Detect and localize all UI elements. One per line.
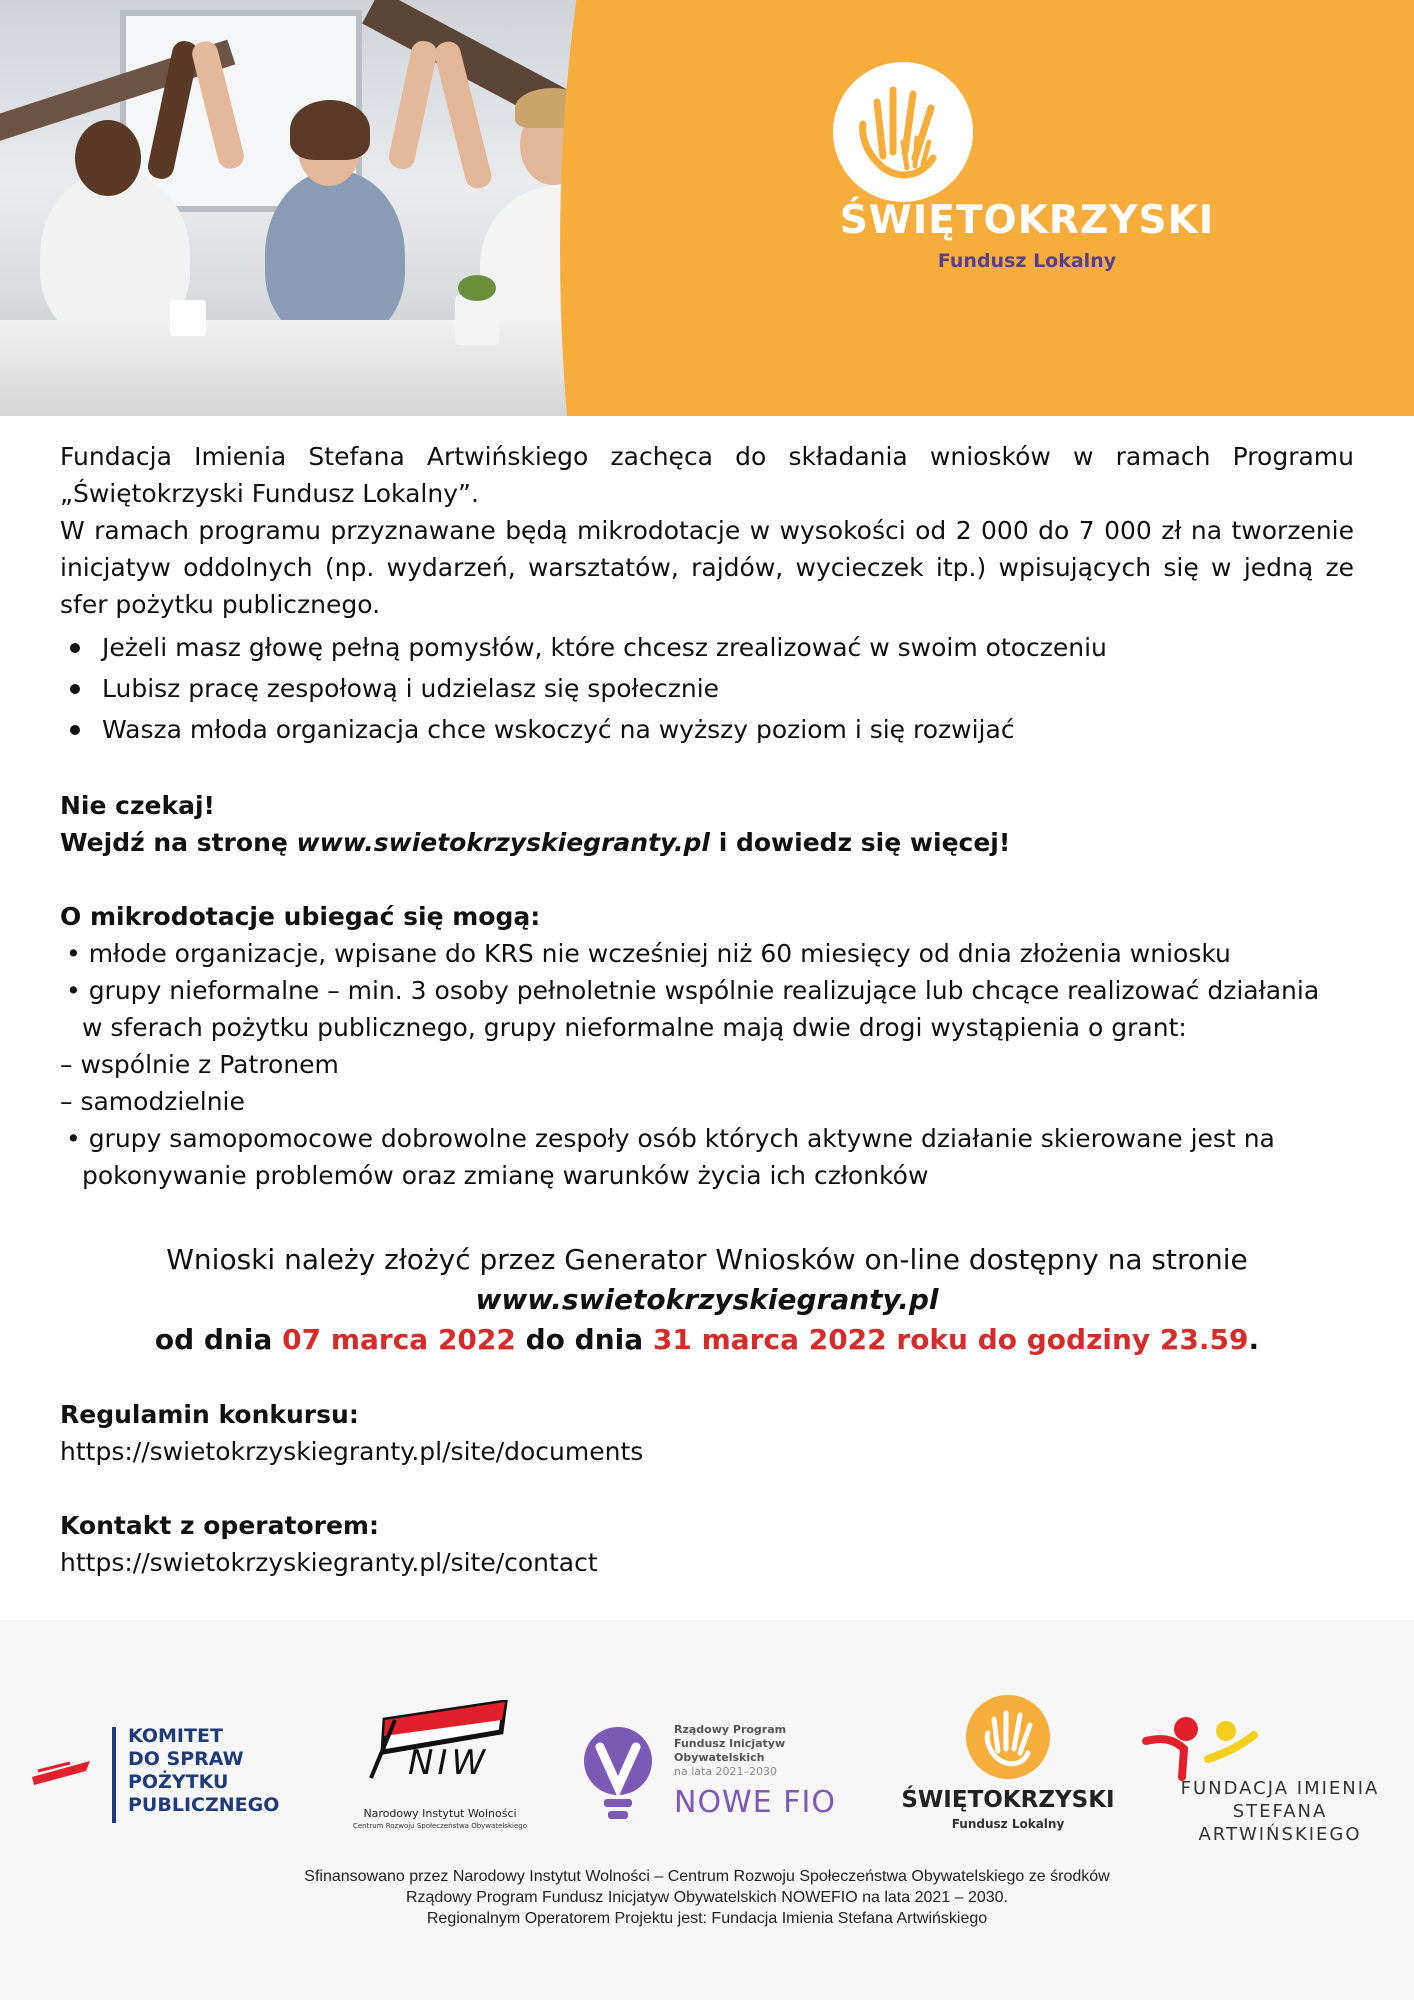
rules-heading: Regulamin konkursu: — [60, 1400, 359, 1429]
funding-line: Rządowy Program Fundusz Inicjatyw Obywatelskich NOWEFIO na lata 2021 – 2030. — [405, 1889, 1009, 1906]
fio-program — [674, 1723, 786, 1779]
list-item: Lubisz pracę zespołową i udzielasz się społecznie — [102, 668, 1354, 709]
cta-line-1: Nie czekaj! — [60, 791, 215, 820]
niw-subname: Centrum Rozwoju Społeczeństwa Obywatelskiego — [352, 1822, 527, 1830]
deadline-text: od dnia — [154, 1323, 283, 1356]
flag-icon — [30, 1757, 92, 1791]
kpp-line: DO SPRAW — [128, 1748, 244, 1770]
cta-text: Wejdź na stronę — [60, 828, 297, 857]
list-item: Jeżeli masz głowę pełną pomysłów, które chcesz zrealizować w swoim otoczeniu — [102, 627, 1354, 668]
deadline-start-date: 07 marca 2022 — [282, 1323, 516, 1356]
deadline-text: do dnia — [515, 1323, 653, 1356]
sfl-subtitle: Fundusz Lokalny — [951, 1817, 1065, 1831]
cta-line-2 — [60, 824, 1354, 861]
hero-banner — [0, 0, 1414, 416]
deadline-line-1: Wnioski należy złożyć przez Generator Wniosków on-line dostępny na stronie — [166, 1243, 1248, 1276]
fio-line: Obywatelskich — [674, 1751, 765, 1764]
mug — [170, 300, 206, 336]
kpp-line: KOMITET — [128, 1725, 223, 1747]
hand-logo-icon — [833, 62, 973, 202]
fsa-line: FUNDACJA IMIENIA — [1180, 1778, 1380, 1799]
kpp-logo — [128, 1725, 279, 1817]
person-left — [40, 170, 190, 340]
sfl-hand-icon — [966, 1695, 1050, 1779]
contact-link[interactable]: https://swietokrzyskiegranty.pl/site/contact — [60, 1548, 598, 1577]
list-item: • grupy samopomocowe dobrowolne zespoły osób których aktywne działanie skierowane jest na — [66, 1124, 1275, 1153]
funding-line: Sfinansowano przez Narodowy Instytut Wolności – Centrum Rozwoju Społeczeństwa Obywatelskiego ze środków — [304, 1868, 1110, 1885]
plant-pot — [455, 295, 499, 345]
deadline-dates — [60, 1320, 1354, 1360]
cta-link[interactable]: www.swietokrzyskiegranty.pl — [296, 828, 710, 857]
list-item: w sferach pożytku publicznego, grupy nieformalne mają dwie drogi wystąpienia o grant: — [82, 1013, 1187, 1042]
kpp-divider — [112, 1727, 116, 1823]
list-item: • młode organizacje, wpisane do KRS nie wcześniej niż 60 miesięcy od dnia złożenia wniosku — [66, 939, 1231, 968]
bulb-icon — [578, 1723, 658, 1833]
fio-name: NOWE FIO — [674, 1785, 836, 1820]
eligibility-heading: O mikrodotacje ubiegać się mogą: — [60, 902, 541, 931]
cta-text: i dowiedz się więcej! — [709, 828, 1011, 857]
hero-logo-title: ŚWIĘTOKRZYSKI — [839, 198, 1215, 243]
deadline-end-date: 31 marca 2022 roku do godziny 23.59 — [652, 1323, 1249, 1356]
list-item: • grupy nieformalne – min. 3 osoby pełnoletnie wspólnie realizujące lub chcące realizować działania — [66, 976, 1320, 1005]
partner-logos — [0, 1695, 1414, 1845]
fio-line: Fundusz Inicjatyw — [674, 1737, 786, 1750]
list-item: – wspólnie z Patronem — [60, 1050, 339, 1079]
eligibility-list — [60, 935, 1354, 1194]
list-item: – samodzielnie — [60, 1087, 245, 1116]
fio-line: Rządowy Program — [674, 1723, 787, 1736]
fio-years: na lata 2021–2030 — [674, 1765, 778, 1778]
plant — [458, 275, 496, 301]
person-middle-hair — [290, 100, 370, 160]
deadline-text: . — [1248, 1323, 1260, 1356]
hero-logo-subtitle: Fundusz Lokalny — [937, 250, 1117, 272]
niw-mark: NIW — [408, 1743, 490, 1783]
list-item: pokonywanie problemów oraz zmianę warunków życia ich członków — [82, 1161, 929, 1190]
niw-name: Narodowy Instytut Wolności — [363, 1807, 517, 1820]
arm — [387, 39, 439, 172]
main-content — [60, 438, 1354, 1581]
person-left-head — [75, 120, 141, 196]
fsa-logo-text — [1160, 1777, 1400, 1846]
deadline-link[interactable] — [60, 1280, 1354, 1320]
person-middle — [265, 170, 405, 340]
intro-paragraph-2: W ramach programu przyznawane będą mikrodotacje w wysokości od 2 000 do 7 000 zł na tworzenie inicjatyw oddolnych (np. wydarzeń, warsztatów, rajdów, wycieczek itp.) wpisujących się w jedną ze sfer pożytku publicznego. — [60, 516, 1354, 619]
fsa-line: STEFANA ARTWIŃSKIEGO — [1198, 1801, 1362, 1845]
funding-caption — [0, 1866, 1414, 1929]
funding-line: Regionalnym Operatorem Projektu jest: Fundacja Imienia Stefana Artwińskiego — [426, 1910, 988, 1927]
kpp-line: POŻYTKU — [128, 1771, 229, 1793]
intro-bullet-list — [60, 627, 1354, 750]
rules-link[interactable]: https://swietokrzyskiegranty.pl/site/documents — [60, 1437, 644, 1466]
kpp-line: PUBLICZNEGO — [128, 1794, 280, 1816]
intro-paragraph-1: Fundacja Imienia Stefana Artwińskiego zachęca do składania wniosków w ramach Programu „Świętokrzyski Fundusz Lokalny”. — [60, 442, 1354, 508]
list-item: Wasza młoda organizacja chce wskoczyć na wyższy poziom i się rozwijać — [102, 709, 1354, 750]
sfl-title: ŚWIĘTOKRZYSKI — [901, 1787, 1115, 1813]
deadline-link-text[interactable]: www.swietokrzyskiegranty.pl — [475, 1283, 939, 1316]
contact-heading: Kontakt z operatorem: — [60, 1511, 379, 1540]
